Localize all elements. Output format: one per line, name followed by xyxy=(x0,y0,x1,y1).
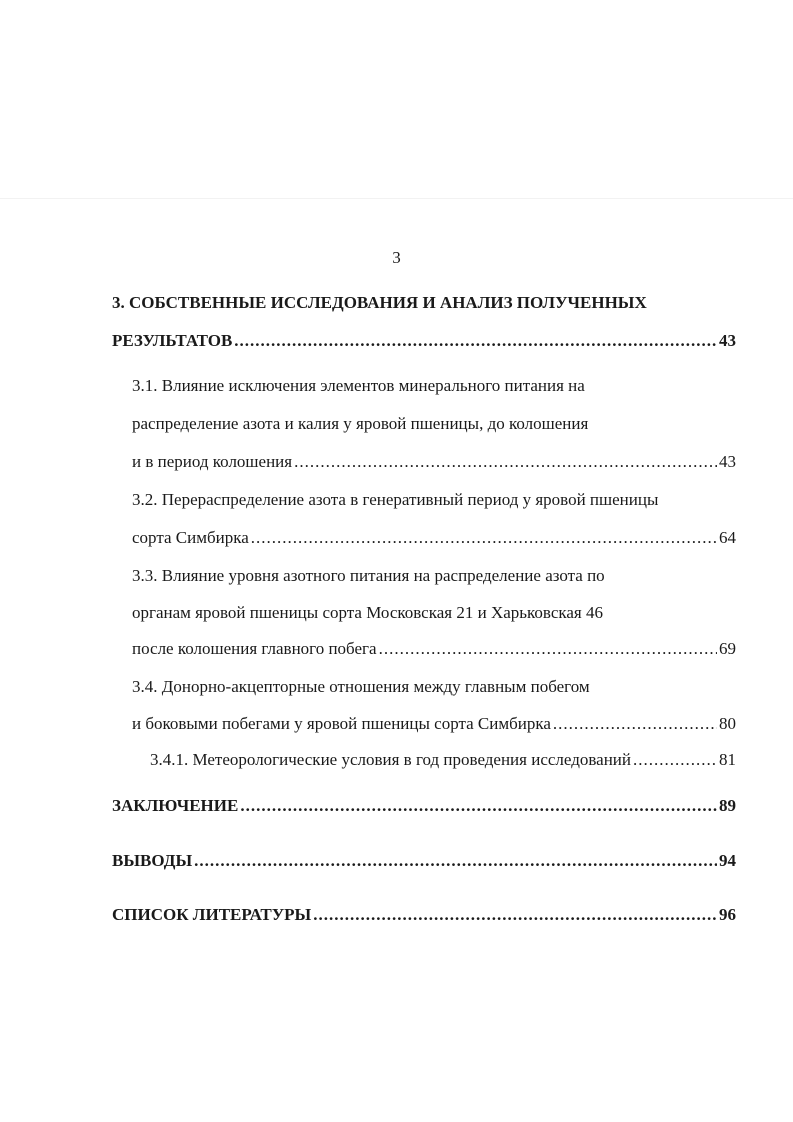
dot-leader xyxy=(294,451,717,473)
toc-s3-1-page: 43 xyxy=(719,452,736,471)
toc-s3-1-line2: распределение азота и калия у яровой пшеницы, до колошения xyxy=(132,414,589,433)
toc-conclusion-title: ЗАКЛЮЧЕНИЕ xyxy=(112,796,239,815)
toc-s3-1-entry[interactable] xyxy=(132,451,736,473)
toc-chapter3-entry[interactable] xyxy=(112,330,736,352)
toc-s3-4-1-entry[interactable] xyxy=(150,749,736,771)
toc-s3-4-page: 80 xyxy=(719,714,736,733)
toc-s3-2-page: 64 xyxy=(719,528,736,547)
toc-s3-2-line1: 3.2. Перераспределение азота в генеративный период у яровой пшеницы xyxy=(132,490,659,509)
toc-s3-3-entry[interactable] xyxy=(132,638,736,660)
page-number: 3 xyxy=(392,248,401,267)
dot-leader xyxy=(194,850,717,872)
toc-s3-3-page: 69 xyxy=(719,639,736,658)
toc-s3-4-line1: 3.4. Донорно-акцепторные отношения между главным побегом xyxy=(132,677,590,696)
toc-s3-1-line3: и в период колошения xyxy=(132,452,293,471)
toc-references-entry[interactable] xyxy=(112,904,736,926)
toc-references-page: 96 xyxy=(719,905,736,924)
dot-leader xyxy=(234,330,717,352)
toc-s3-2-line2: сорта Симбирка xyxy=(132,528,249,547)
toc-findings-page: 94 xyxy=(719,851,736,870)
toc-s3-4-1-page: 81 xyxy=(719,750,736,769)
toc-s3-3-line2: органам яровой пшеницы сорта Московская 21 и Харьковская 46 xyxy=(132,603,604,622)
toc-chapter3-title-line1: 3. СОБСТВЕННЫЕ ИССЛЕДОВАНИЯ И АНАЛИЗ ПОЛУЧЕННЫХ xyxy=(112,293,647,312)
dot-leader xyxy=(240,795,717,817)
toc-chapter3-title-line2: РЕЗУЛЬТАТОВ xyxy=(112,331,233,350)
toc-s3-2-entry[interactable] xyxy=(132,527,736,549)
dot-leader xyxy=(553,713,717,735)
toc-findings-entry[interactable] xyxy=(112,850,736,872)
scan-edge-line xyxy=(0,198,793,199)
dot-leader xyxy=(313,904,717,926)
toc-s3-4-entry[interactable] xyxy=(132,713,736,735)
dot-leader xyxy=(379,638,717,660)
toc-s3-4-1-title: 3.4.1. Метеорологические условия в год проведения исследований xyxy=(150,750,632,769)
toc-s3-3-line3: после колошения главного побега xyxy=(132,639,377,658)
toc-chapter3-page: 43 xyxy=(719,331,736,350)
toc-s3-4-line2: и боковыми побегами у яровой пшеницы сорта Симбирка xyxy=(132,714,551,733)
toc-findings-title: ВЫВОДЫ xyxy=(112,851,193,870)
dot-leader xyxy=(251,527,717,549)
toc-conclusion-entry[interactable] xyxy=(112,795,736,817)
toc-s3-1-line1: 3.1. Влияние исключения элементов минерального питания на xyxy=(132,376,585,395)
toc-s3-3-line1: 3.3. Влияние уровня азотного питания на распределение азота по xyxy=(132,566,605,585)
toc-references-title: СПИСОК ЛИТЕРАТУРЫ xyxy=(112,905,312,924)
dot-leader xyxy=(633,749,717,771)
toc-conclusion-page: 89 xyxy=(719,796,736,815)
